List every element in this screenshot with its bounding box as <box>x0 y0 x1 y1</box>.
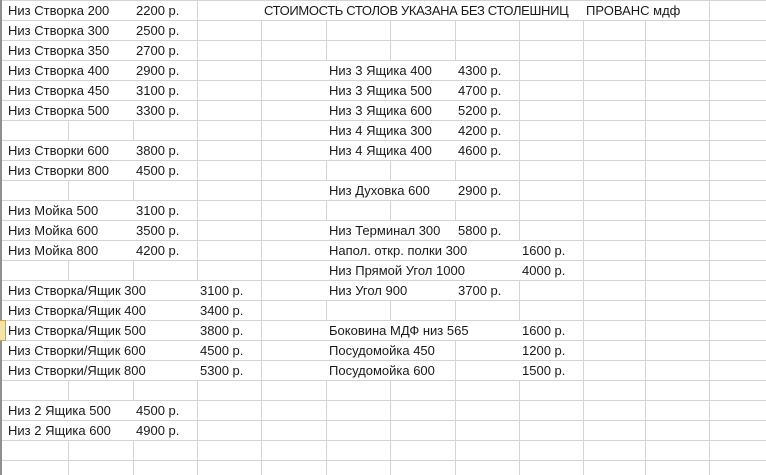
grid-cell[interactable]: Низ Створка 450 <box>2 81 133 100</box>
gridline-vertical <box>583 0 584 475</box>
grid-cell[interactable]: 5800 р. <box>455 221 519 240</box>
grid-cell[interactable]: 4600 р. <box>455 141 519 160</box>
grid-cell[interactable]: 2700 р. <box>133 41 197 60</box>
grid-cell[interactable]: Низ Створка 200 <box>2 1 133 20</box>
grid-cell[interactable]: Низ Мойка 800 <box>2 241 133 260</box>
grid-cell[interactable]: Низ 3 Ящика 500 <box>326 81 455 100</box>
grid-cell[interactable]: Низ 2 Ящика 600 <box>2 421 133 440</box>
grid-cell[interactable]: Низ Створка/Ящик 400 <box>2 301 197 320</box>
grid-cell[interactable]: Низ Створка 500 <box>2 101 133 120</box>
grid-cell[interactable]: 1600 р. <box>519 241 583 260</box>
grid-cell[interactable]: 3800 р. <box>133 141 197 160</box>
grid-cell[interactable]: Низ Створка 300 <box>2 21 133 40</box>
grid-cell[interactable]: 3800 р. <box>197 321 261 340</box>
grid-cell[interactable]: 3300 р. <box>133 101 197 120</box>
grid-cell[interactable]: 4900 р. <box>133 421 197 440</box>
grid-cell[interactable]: Посудомойка 600 <box>326 361 455 380</box>
grid-cell[interactable]: Низ 4 Ящика 300 <box>326 121 455 140</box>
grid-cell[interactable]: Низ 3 Ящика 600 <box>326 101 455 120</box>
grid-cell[interactable]: Низ Терминал 300 <box>326 221 455 240</box>
grid-cell[interactable]: 4500 р. <box>197 341 261 360</box>
grid-cell[interactable]: Низ Створка/Ящик 500 <box>2 321 197 340</box>
grid-cell[interactable]: 1600 р. <box>519 321 583 340</box>
grid-cell[interactable]: Низ Мойка 600 <box>2 221 133 240</box>
grid-cell[interactable]: Низ 3 Ящика 400 <box>326 61 455 80</box>
grid-cell[interactable]: Посудомойка 450 <box>326 341 455 360</box>
grid-cell[interactable]: 2200 р. <box>133 1 197 20</box>
grid-cell[interactable]: Низ Створка/Ящик 300 <box>2 281 197 300</box>
grid-cell[interactable]: 3100 р. <box>133 201 197 220</box>
grid-cell[interactable]: 4200 р. <box>455 121 519 140</box>
grid-cell[interactable]: 1200 р. <box>519 341 583 360</box>
grid-cell[interactable]: ПРОВАНС мдф <box>583 1 709 20</box>
grid-cell[interactable]: Низ Прямой Угол 1000 <box>326 261 519 280</box>
grid-cell[interactable]: Низ Створки 800 <box>2 161 133 180</box>
grid-cell[interactable]: Низ Створки/Ящик 800 <box>2 361 197 380</box>
grid-cell[interactable]: 4500 р. <box>133 401 197 420</box>
grid-cell[interactable]: СТОИМОСТЬ СТОЛОВ УКАЗАНА БЕЗ СТОЛЕШНИЦ <box>261 1 583 20</box>
grid-cell[interactable]: Низ Створки/Ящик 600 <box>2 341 197 360</box>
grid-cell[interactable]: Боковина МДФ низ 565 <box>326 321 519 340</box>
grid-cell[interactable]: 5300 р. <box>197 361 261 380</box>
grid-cell[interactable]: Низ Створка 400 <box>2 61 133 80</box>
grid-cell[interactable]: 1500 р. <box>519 361 583 380</box>
gridline-horizontal <box>0 460 766 461</box>
grid-cell[interactable]: 3400 р. <box>197 301 261 320</box>
row-highlight-marker <box>0 320 6 341</box>
grid-cell[interactable]: Низ 4 Ящика 400 <box>326 141 455 160</box>
grid-cell[interactable]: Низ Угол 900 <box>326 281 455 300</box>
grid-cell[interactable]: 4000 р. <box>519 261 583 280</box>
grid-cell[interactable]: 4700 р. <box>455 81 519 100</box>
grid-cell[interactable]: Низ Створка 350 <box>2 41 133 60</box>
grid-cell[interactable]: Низ Духовка 600 <box>326 181 455 200</box>
gridline-vertical <box>519 0 520 475</box>
sheet-left-edge <box>0 0 2 475</box>
gridline-horizontal <box>0 440 766 441</box>
gridline-horizontal <box>0 380 766 381</box>
grid-cell[interactable]: 2500 р. <box>133 21 197 40</box>
grid-cell[interactable]: Низ 2 Ящика 500 <box>2 401 133 420</box>
grid-cell[interactable]: 3500 р. <box>133 221 197 240</box>
grid-cell[interactable]: 2900 р. <box>133 61 197 80</box>
grid-cell[interactable]: 3100 р. <box>197 281 261 300</box>
grid-cell[interactable]: 4300 р. <box>455 61 519 80</box>
gridline-vertical <box>645 0 646 475</box>
grid-cell[interactable]: 5200 р. <box>455 101 519 120</box>
gridline-vertical <box>261 0 262 475</box>
grid-cell[interactable]: 4200 р. <box>133 241 197 260</box>
grid-cell[interactable]: Напол. откр. полки 300 <box>326 241 519 260</box>
grid-cell[interactable]: 4500 р. <box>133 161 197 180</box>
grid-cell[interactable]: 3700 р. <box>455 281 519 300</box>
grid-cell[interactable]: Низ Створки 600 <box>2 141 133 160</box>
gridline-vertical <box>709 0 710 475</box>
gridline-vertical <box>197 0 198 475</box>
grid-cell[interactable]: Низ Мойка 500 <box>2 201 133 220</box>
grid-cell[interactable]: 2900 р. <box>455 181 519 200</box>
grid-cell[interactable]: 3100 р. <box>133 81 197 100</box>
